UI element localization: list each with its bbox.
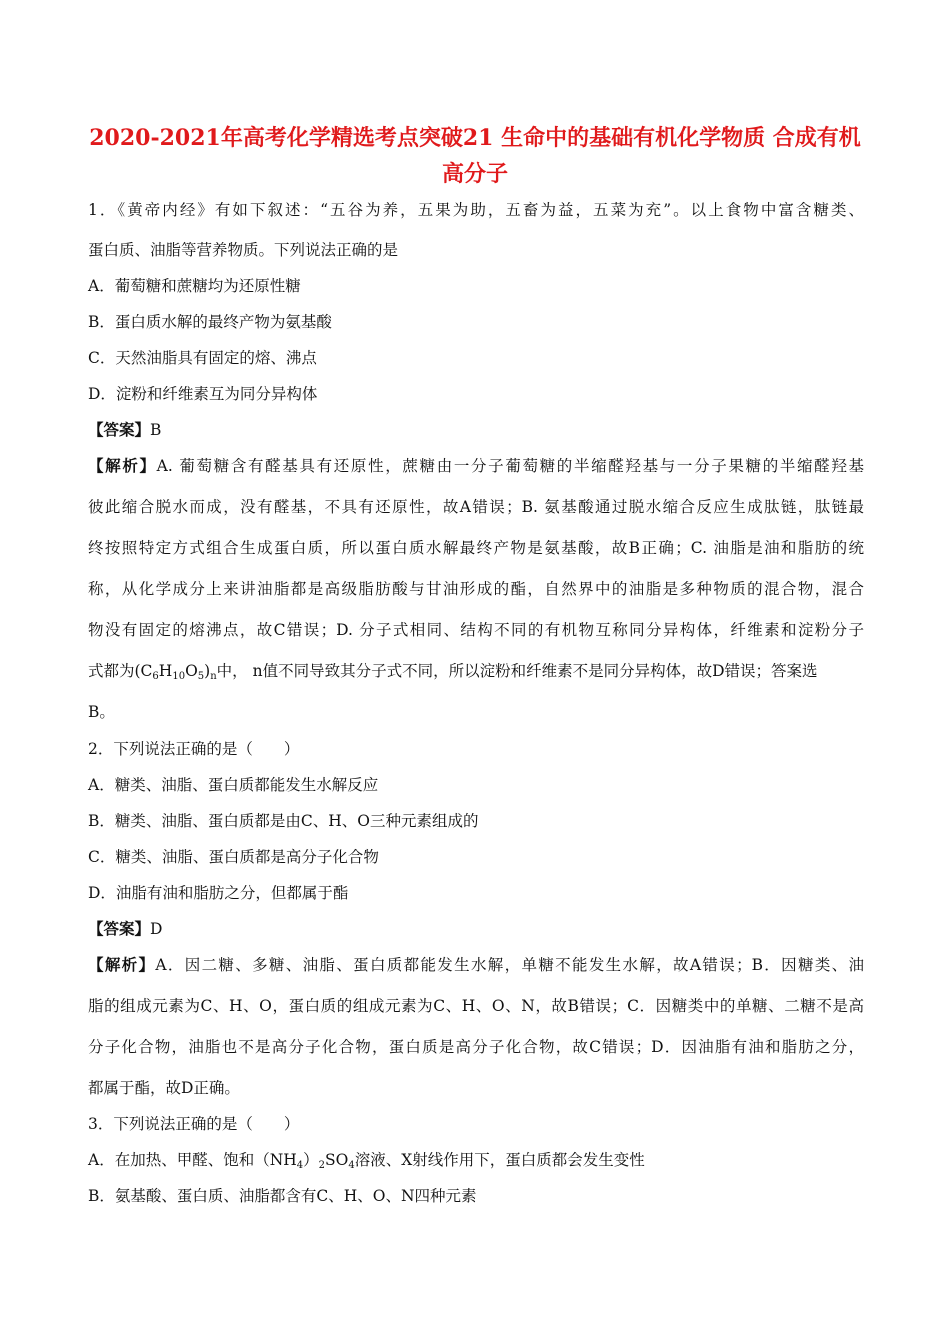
q3-option-a-sub1: 4	[296, 1160, 304, 1171]
q2-analysis-line1	[88, 953, 864, 977]
q3-option-a-part3: SO	[325, 1151, 349, 1169]
q1-formula-part1: 式都为(C	[88, 662, 153, 680]
q2-stem: 2．下列说法正确的是（ ）	[88, 740, 300, 758]
q2-answer-value: D	[150, 920, 163, 938]
q1-formula-part4: )	[204, 662, 211, 680]
q1-analysis-line2: 彼此缩合脱水而成，没有醛基，不具有还原性，故A错误；B. 氨基酸通过脱水缩合反应生成肽链，肽链最	[88, 498, 864, 516]
q1-formula-sub2: 10	[172, 671, 186, 682]
q1-analysis-line1	[88, 454, 864, 478]
q1-answer-value: B	[150, 421, 162, 439]
q1-option-b: B．蛋白质水解的最终产物为氨基酸	[88, 313, 332, 331]
q3-option-b: B．氨基酸、蛋白质、油脂都含有C、H、O、N四种元素	[88, 1187, 477, 1205]
q1-answer-tag: 【答案】	[88, 420, 151, 439]
q1-analysis-tag: 【解析】	[88, 456, 157, 475]
q1-formula-sub1: 6	[152, 671, 159, 682]
q2-option-c: C．糖类、油脂、蛋白质都是高分子化合物	[88, 848, 379, 866]
q3-option-a-sub2: 2	[318, 1160, 326, 1171]
q2-answer-tag: 【答案】	[88, 919, 151, 938]
q1-option-d: D．淀粉和纤维素互为同分异构体	[88, 385, 318, 403]
q2-analysis-text1: A．因二糖、多糖、油脂、蛋白质都能发生水解，单糖不能发生水解，故A错误；B．因糖类、油	[155, 956, 864, 974]
q3-option-a-part2: ）	[303, 1151, 319, 1169]
q1-analysis-line7: B。	[88, 703, 115, 721]
q3-option-a-sub3: 4	[348, 1160, 355, 1171]
q1-formula-sub4: n	[210, 671, 217, 682]
q1-formula-part2: H	[158, 662, 173, 680]
q3-option-a	[88, 1148, 645, 1178]
q1-analysis-line5: 物没有固定的熔沸点，故C错误；D. 分子式相同、结构不同的有机物互称同分异构体，纤维素和淀粉分子	[88, 621, 864, 639]
q3-stem: 3．下列说法正确的是（ ）	[88, 1115, 300, 1133]
q1-analysis-line3: 终按照特定方式组合生成蛋白质，所以蛋白质水解最终产物是氨基酸，故B正确；C. 油脂是油和脂肪的统	[88, 539, 864, 557]
q1-option-a: A．葡萄糖和蔗糖均为还原性糖	[88, 277, 301, 295]
q2-analysis-line3: 分子化合物，油脂也不是高分子化合物，蛋白质是高分子化合物，故C错误；D．因油脂有油和脂肪之分，	[88, 1038, 864, 1056]
document-title-line1: 2020-2021年高考化学精选考点突破21 生命中的基础有机化学物质 合成有机	[89, 125, 861, 151]
document-title-line2: 高分子	[441, 161, 508, 187]
q1-stem-line1: 1．《黄帝内经》有如下叙述：“五谷为养，五果为助，五畜为益，五菜为充”。以上食物中富含糖类、	[88, 201, 864, 219]
q1-analysis-line6	[88, 659, 818, 689]
q1-formula-part3: O	[185, 662, 198, 680]
q2-analysis-line2: 脂的组成元素为C、H、O，蛋白质的组成元素为C、H、O、N，故B错误；C．因糖类中的单糖、二糖不是高	[88, 997, 864, 1015]
q1-analysis-text6: 中， n值不同导致其分子式不同，所以淀粉和纤维素不是同分异构体，故D错误；答案选	[216, 662, 818, 680]
q2-option-b: B．糖类、油脂、蛋白质都是由C、H、O三种元素组成的	[88, 812, 479, 830]
q2-option-d: D．油脂有油和脂肪之分，但都属于酯	[88, 884, 349, 902]
q3-option-a-part4: 溶液、X射线作用下，蛋白质都会发生变性	[354, 1151, 645, 1169]
q1-formula-sub3: 5	[197, 671, 205, 682]
q2-analysis-tag: 【解析】	[88, 955, 156, 974]
q2-answer	[88, 917, 162, 941]
q3-option-a-part1: A．在加热、甲醛、饱和（NH	[88, 1151, 297, 1169]
q2-option-a: A．糖类、油脂、蛋白质都能发生水解反应	[88, 776, 379, 794]
q1-stem-line2: 蛋白质、油脂等营养物质。下列说法正确的是	[88, 241, 399, 259]
q1-option-c: C．天然油脂具有固定的熔、沸点	[88, 349, 317, 367]
q1-analysis-line4: 称，从化学成分上来讲油脂都是高级脂肪酸与甘油形成的酯，自然界中的油脂是多种物质的混合物，混合	[88, 580, 864, 598]
q1-answer	[88, 418, 161, 442]
q2-analysis-line4: 都属于酯，故D正确。	[88, 1079, 240, 1097]
q1-analysis-text1: A. 葡萄糖含有醛基具有还原性，蔗糖由一分子葡萄糖的半缩醛羟基与一分子果糖的半缩醛羟基	[156, 457, 864, 475]
